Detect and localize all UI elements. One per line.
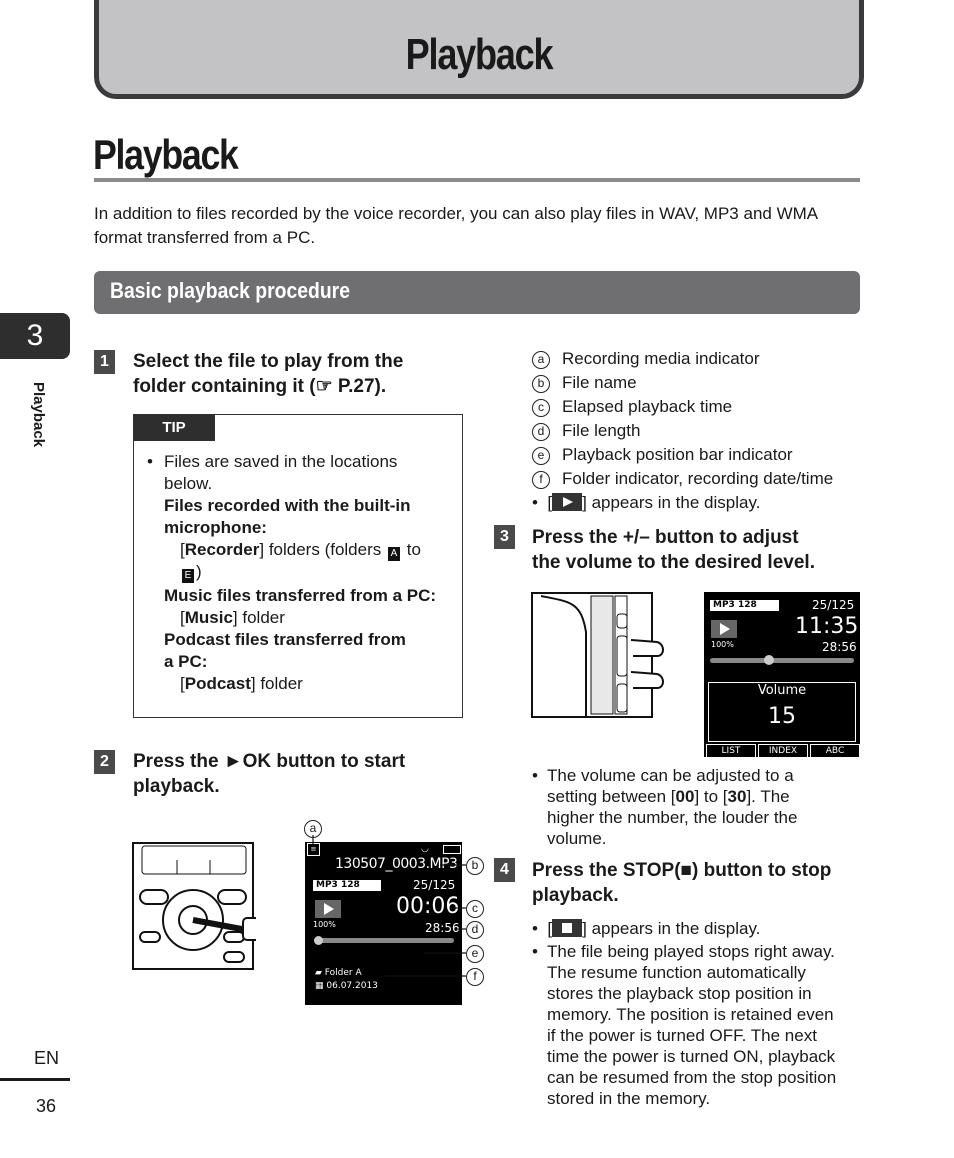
callout-d: d <box>466 921 484 939</box>
builtin-heading-2: microphone: <box>164 518 267 537</box>
callout-e: e <box>466 945 484 963</box>
music-heading: Music files transferred from a PC: <box>164 586 437 605</box>
step-3-bullet-line-1: The volume can be adjusted to a <box>547 766 794 785</box>
step-3-number: 3 <box>494 525 515 549</box>
legend-item <box>532 395 872 419</box>
screen3-zoom: 100% <box>711 640 734 649</box>
language-rule <box>0 1078 70 1081</box>
legend-key: c <box>532 399 550 417</box>
step-4-bullet-2-dot: • <box>532 942 538 961</box>
music-folder-name: Music <box>184 608 233 627</box>
softkey-abc: ABC <box>810 744 860 758</box>
step-4-bullet-2-line: memory. The position is retained even <box>547 1005 834 1024</box>
step-4-number: 4 <box>494 858 515 882</box>
folder-icon: ▰ <box>315 968 325 978</box>
stop-button-symbol: STOP(■) <box>622 860 699 881</box>
legend-text: Playback position bar indicator <box>562 445 793 464</box>
recorder-close: ) <box>196 562 202 581</box>
wifi-icon: ◡ <box>421 844 429 854</box>
step-3-bullet-line-4: volume. <box>547 829 607 848</box>
tip-label: TIP <box>133 414 215 441</box>
calendar-icon: ▦ <box>315 981 327 991</box>
legend-item <box>532 347 872 371</box>
section-title: Basic playback procedure <box>110 278 350 303</box>
screen-elapsed-time: 00:06 <box>396 894 460 919</box>
legend-item <box>532 371 872 395</box>
podcast-line <box>164 673 454 695</box>
music-rest: ] folder <box>232 608 285 627</box>
step-4-bullet-2-line: if the power is turned OFF. The next <box>547 1026 817 1045</box>
callout-b: b <box>466 857 484 875</box>
legend-bullet-text: ] appears in the display. <box>582 493 761 512</box>
volume-display-screen <box>704 592 860 757</box>
step-2-heading <box>133 749 405 799</box>
play-icon <box>552 493 582 511</box>
step-4-line-2: playback. <box>532 885 619 906</box>
tip-content <box>164 451 454 695</box>
screen3-position-bar <box>710 658 854 663</box>
page-number: 36 <box>36 1096 57 1116</box>
step-2-text-b: button to start <box>271 751 406 772</box>
screen3-file-count: 25/125 <box>812 598 855 612</box>
screen-file-length: 28:56 <box>425 921 460 935</box>
callout-c: c <box>466 900 484 918</box>
intro-paragraph: In addition to files recorded by the voice recorder, you can also play files in WAV, MP3 and WMA format transferred from a PC. <box>94 204 818 247</box>
tip-intro-2: below. <box>164 474 213 493</box>
ok-button-symbol: ►OK <box>223 751 272 772</box>
recorder-to: to <box>406 540 421 559</box>
callout-f: f <box>466 968 484 986</box>
music-line <box>164 607 454 629</box>
step-2-line-1 <box>133 749 405 774</box>
recorder-line-2 <box>164 561 454 583</box>
step-2-number: 2 <box>94 750 115 774</box>
screen3-position-knob <box>764 655 774 665</box>
step-3-bullet <box>547 765 867 849</box>
step-2-text-a: Press the <box>133 751 224 772</box>
legend-text: Elapsed playback time <box>562 397 733 416</box>
step-4-bullet-2 <box>547 941 867 1109</box>
legend-key: e <box>532 447 550 465</box>
chapter-tab: 3 <box>0 313 70 359</box>
recorder-rest: ] folders (folders <box>259 540 382 559</box>
legend-text: File length <box>562 421 641 440</box>
legend-key: b <box>532 375 550 393</box>
podcast-rest: ] folder <box>250 674 303 693</box>
step-4-text-a: Press the <box>532 860 623 881</box>
step-4-bullet-2-line: time the power is turned ON, playback <box>547 1047 836 1066</box>
step-4-bullet-2-line: The file being played stops right away. <box>547 942 835 961</box>
language-label: EN <box>34 1048 60 1068</box>
callout-a: a <box>304 820 322 838</box>
step-3-line-2: the volume to the desired level. <box>532 552 815 573</box>
tip-bullet-dot: • <box>147 452 153 471</box>
folder-e-icon: E <box>182 569 194 583</box>
volume-label: Volume <box>757 683 807 698</box>
page-title: Playback <box>93 131 238 178</box>
step-4-line-1 <box>532 858 831 883</box>
step-1-number: 1 <box>94 350 115 374</box>
tip-intro-1: Files are saved in the locations <box>164 452 398 471</box>
step-4-text-b: button to stop <box>698 860 832 881</box>
step-4-bullet-2-line: can be resumed from the stop position <box>547 1068 837 1087</box>
title-rule <box>94 178 860 182</box>
volume-max: 30 <box>727 787 747 806</box>
legend-text: File name <box>562 373 637 392</box>
screen-filename: 130507_0003.MP3 <box>335 856 458 872</box>
banner-title: Playback <box>405 30 553 79</box>
podcast-heading-1: Podcast files transferred from <box>164 630 406 649</box>
builtin-heading-1: Files recorded with the built-in <box>164 496 411 515</box>
screen-file-count: 25/125 <box>413 878 456 892</box>
legend-key: a <box>532 351 550 369</box>
screen3-file-length: 28:56 <box>822 640 857 654</box>
recording-media-icon: ≡ <box>307 843 320 856</box>
step-4-bullet-2-line: The resume function automatically <box>547 963 806 982</box>
step-3-bullet-text-b: ] to [ <box>694 787 728 806</box>
step-1-line-2: folder containing it (☞ P.27). <box>133 376 387 397</box>
recorder-folder-name: Recorder <box>184 540 260 559</box>
screen-format-badge: MP3 128 <box>313 880 381 891</box>
screen3-elapsed-time: 11:35 <box>795 614 859 639</box>
step-1-line-1: Select the file to play from the <box>133 351 404 372</box>
step-3-line-1: Press the +/– button to adjust <box>532 527 799 548</box>
recorder-buttons-illustration <box>132 842 256 972</box>
screen-folder-name: Folder A <box>324 968 362 978</box>
side-chapter-label: Playback <box>30 382 47 448</box>
screen3-format-badge: MP3 128 <box>710 600 779 611</box>
podcast-folder-name: Podcast <box>184 674 251 693</box>
softkey-index: INDEX <box>758 744 808 758</box>
folder-a-icon: A <box>388 547 400 561</box>
podcast-heading-2: a PC: <box>164 652 208 671</box>
step-4-bullet-2-line: stores the playback stop position in <box>547 984 812 1003</box>
screen-zoom: 100% <box>313 920 336 929</box>
legend-key: d <box>532 423 550 441</box>
legend-item <box>532 467 872 491</box>
legend-bullet: • [ ] appears in the display. <box>532 493 761 512</box>
softkey-list: LIST <box>706 744 756 758</box>
legend-key: f <box>532 471 550 489</box>
legend-text: Folder indicator, recording date/time <box>562 469 834 488</box>
step-3-bullet-line-2 <box>547 786 867 807</box>
recorder-open: [ <box>180 540 185 559</box>
step-3-heading <box>532 525 815 575</box>
legend-text: Recording media indicator <box>562 349 760 368</box>
step-4-bullet-1-text: ] appears in the display. <box>582 919 761 938</box>
step-3-bullet-dot: • <box>532 766 538 785</box>
step-4-heading <box>532 858 831 908</box>
volume-value: 15 <box>768 704 796 729</box>
callout-lines <box>300 815 490 990</box>
recorder-line <box>164 539 454 561</box>
step-4-bullet-2-line: stored in the memory. <box>547 1089 711 1108</box>
step-3-bullet-text-c: ]. The <box>746 787 790 806</box>
legend-item <box>532 419 872 443</box>
step-3-bullet-line-3: higher the number, the louder the <box>547 808 798 827</box>
step-1-heading <box>133 349 403 399</box>
volume-min: 00 <box>675 787 695 806</box>
step-2-line-2: playback. <box>133 776 220 797</box>
screen-date: 06.07.2013 <box>326 981 378 991</box>
step-4-bullet-1: • [ ] appears in the display. <box>532 919 761 938</box>
step-3-bullet-text-a: setting between [ <box>547 787 676 806</box>
display-legend <box>532 347 872 515</box>
screen3-play-icon <box>711 620 737 638</box>
stop-icon <box>552 919 582 937</box>
legend-item <box>532 443 872 467</box>
recorder-side-illustration <box>531 592 671 719</box>
podcast-open: [ <box>180 674 185 693</box>
music-open: [ <box>180 608 185 627</box>
